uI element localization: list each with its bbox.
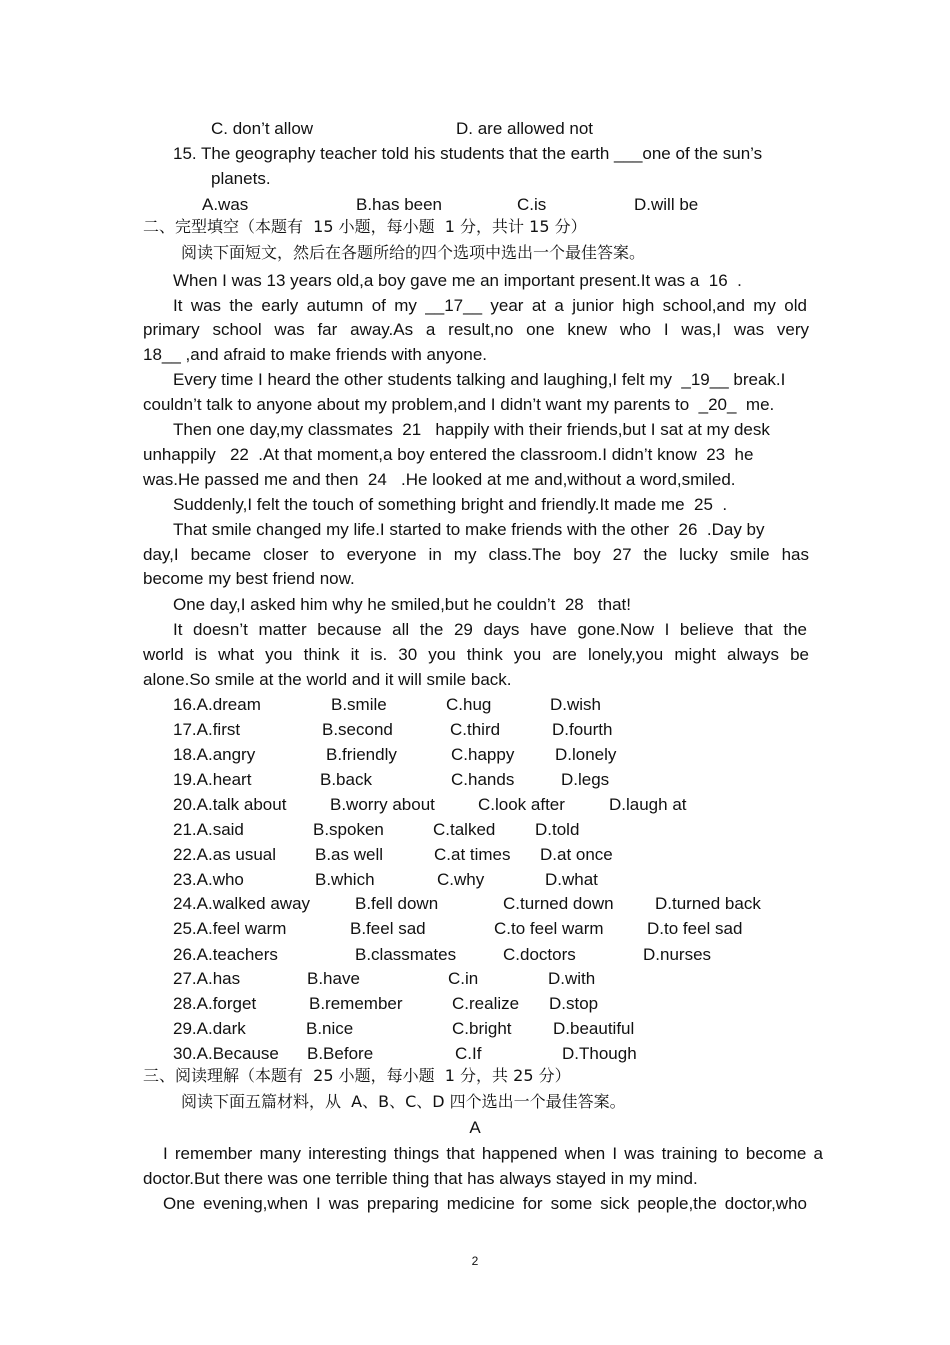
passage2-line: Suddenly,I felt the touch of something bright and friendly.It made me 25 . [173,495,728,514]
passage2-line: become my best friend now. [143,569,355,588]
option-25d: D.to feel sad [647,919,743,938]
option-29c: C.bright [452,1019,512,1038]
passage2-line: It doesn’t matter because all the 29 days have gone.Now I believe that the [173,620,807,639]
option-29a: 29.A.dark [173,1019,246,1038]
option-24d: D.turned back [655,894,761,913]
passage-letter: A [469,1118,481,1137]
passage2-line: Every time I heard the other students talking and laughing,I felt my _19__ break.I [173,370,786,389]
option-19c: C.hands [451,770,515,789]
option-23a: 23.A.who [173,870,244,889]
option-28c: C.realize [452,994,520,1013]
option-22b: B.as well [315,845,384,864]
option-21d: D.told [535,820,580,839]
q14-option-d: D. are allowed not [456,119,594,138]
option-22d: D.at once [540,845,613,864]
option-30c: C.If [455,1044,482,1063]
option-27c: C.in [448,969,479,988]
option-27b: B.have [307,969,360,988]
page-number: 2 [471,1254,479,1268]
option-19b: B.back [320,770,372,789]
option-26c: C.doctors [503,945,576,964]
passage2-line: 18__ ,and afraid to make friends with anyone. [143,345,487,364]
passage2-line: Then one day,my classmates 21 happily with their friends,but I sat at my desk [173,420,770,439]
option-26b: B.classmates [355,945,457,964]
option-22c: C.at times [434,845,511,864]
passage3-line: I remember many interesting things that happened when I was training to become a [163,1144,823,1163]
option-17a: 17.A.first [173,720,241,739]
passage2-line: That smile changed my life.I started to make friends with the other 26 .Day by [173,520,765,539]
option-17c: C.third [450,720,501,739]
passage3-line: One evening,when I was preparing medicine for some sick people,the doctor,who [163,1194,807,1213]
option-18d: D.lonely [555,745,617,764]
option-19a: 19.A.heart [173,770,252,789]
option-23c: C.why [437,870,485,889]
option-28d: D.stop [549,994,599,1013]
passage2-line: primary school was far away.As a result,no one knew who I was,I was very [143,320,809,339]
option-25b: B.feel sad [350,919,426,938]
q15-stem-line2: planets. [211,169,271,188]
q15-option-b: B.has been [356,195,443,214]
option-24c: C.turned down [503,894,614,913]
q14-option-c: C. don’t allow [211,119,314,138]
q15-option-d: D.will be [634,195,699,214]
option-25a: 25.A.feel warm [173,919,287,938]
passage2-line: When I was 13 years old,a boy gave me an important present.It was a 16 . [173,271,742,290]
option-26d: D.nurses [643,945,712,964]
option-16c: C.hug [446,695,492,714]
passage2-line: alone.So smile at the world and it will smile back. [143,670,512,689]
option-27a: 27.A.has [173,969,241,988]
option-28a: 28.A.forget [173,994,257,1013]
passage2-line: unhappily 22 .At that moment,a boy entered the classroom.I didn’t know 23 he [143,445,754,464]
option-24b: B.fell down [355,894,439,913]
passage2-line: was.He passed me and then 24 .He looked at me and,without a word,smiled. [143,470,736,489]
q15-stem-line1: 15. The geography teacher told his students that the earth ___one of the sun’s [173,144,763,163]
option-24a: 24.A.walked away [173,894,311,913]
passage2-line: day,I became closer to everyone in my class.The boy 27 the lucky smile has [143,545,809,564]
passage2-line: world is what you think it is. 30 you think you are lonely,you might always be [143,645,809,664]
option-16d: D.wish [550,695,602,714]
passage3-line: doctor.But there was one terrible thing that has always stayed in my mind. [143,1169,698,1188]
option-22a: 22.A.as usual [173,845,277,864]
option-28b: B.remember [309,994,403,1013]
passage2-line: One day,I asked him why he smiled,but he couldn’t 28 that! [173,595,631,614]
option-29d: D.beautiful [553,1019,635,1038]
option-23b: B.which [315,870,375,889]
section2-heading: 二、完型填空（本题有 15 小题，每小题 1 分，共计 15 分） [143,217,587,236]
option-18b: B.friendly [326,745,397,764]
option-18a: 18.A.angry [173,745,256,764]
q15-option-c: C.is [517,195,547,214]
passage2-line: It was the early autumn of my __17__ year at a junior high school,and my old [173,296,807,315]
option-29b: B.nice [306,1019,354,1038]
option-19d: D.legs [561,770,610,789]
option-18c: C.happy [451,745,515,764]
option-20d: D.laugh at [609,795,687,814]
option-21c: C.talked [433,820,496,839]
option-17d: D.fourth [552,720,613,739]
option-20a: 20.A.talk about [173,795,287,814]
passage2-line: couldn’t talk to anyone about my problem,and I didn’t want my parents to _20_ me. [143,395,775,414]
option-27d: D.with [548,969,596,988]
option-20b: B.worry about [330,795,435,814]
option-21b: B.spoken [313,820,384,839]
option-20c: C.look after [478,795,565,814]
option-25c: C.to feel warm [494,919,604,938]
option-21a: 21.A.said [173,820,244,839]
option-30d: D.Though [562,1044,637,1063]
option-23d: D.what [545,870,598,889]
option-30b: B.Before [307,1044,374,1063]
option-30a: 30.A.Because [173,1044,279,1063]
option-17b: B.second [322,720,393,739]
section3-heading: 三、阅读理解（本题有 25 小题，每小题 1 分，共 25 分） [143,1066,571,1085]
option-26a: 26.A.teachers [173,945,278,964]
section3-instruction: 阅读下面五篇材料，从 A、B、C、D 四个选出一个最佳答案。 [181,1092,626,1111]
q15-option-a: A.was [202,195,249,214]
option-16a: 16.A.dream [173,695,261,714]
section2-instruction: 阅读下面短文，然后在各题所给的四个选项中选出一个最佳答案。 [181,243,646,262]
option-16b: B.smile [331,695,387,714]
